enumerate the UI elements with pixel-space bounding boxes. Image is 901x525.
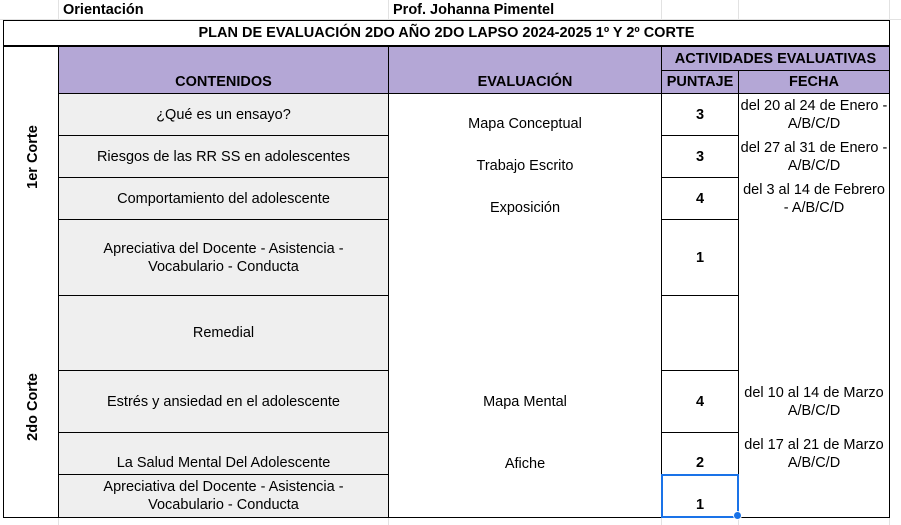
fecha-cell[interactable]: del 3 al 14 de Febrero - A/B/C/D	[743, 181, 885, 216]
puntaje-cell[interactable]: 4	[661, 177, 739, 220]
plan-title[interactable]: PLAN DE EVALUACIÓN 2DO AÑO 2DO LAPSO 2024-2025 1º Y 2º CORTE	[3, 20, 890, 46]
evaluacion-cell[interactable]: Mapa Mental	[483, 393, 567, 410]
puntaje-cell[interactable]: 3	[661, 93, 739, 136]
fecha-cell[interactable]: del 17 al 21 de Marzo A/B/C/D	[744, 436, 884, 471]
evaluacion-cell[interactable]: Afiche	[504, 456, 546, 472]
evaluacion-cell[interactable]	[389, 296, 661, 370]
corte-2-label[interactable]: 2do Corte	[25, 373, 42, 441]
teacher-label[interactable]: Prof. Johanna Pimentel	[393, 2, 555, 18]
contenido-cell[interactable]: Apreciativa del Docente - Asistencia - Vocabulario - Conducta	[58, 474, 389, 518]
header-fecha[interactable]: FECHA	[738, 70, 890, 94]
orientacion-label[interactable]: Orientación	[63, 2, 144, 18]
puntaje-cell[interactable]: 4	[661, 370, 739, 433]
selected-puntaje-cell[interactable]: 1	[661, 474, 739, 518]
puntaje-cell[interactable]: 3	[661, 135, 739, 178]
header-contenidos[interactable]: CONTENIDOS	[58, 46, 389, 94]
fecha-cell[interactable]: del 10 al 14 de Marzo A/B/C/D	[744, 384, 884, 419]
contenido-cell[interactable]: Riesgos de las RR SS en adolescentes	[58, 135, 389, 178]
fill-handle-icon[interactable]	[733, 511, 742, 520]
fecha-cell[interactable]	[739, 296, 889, 370]
header-puntaje[interactable]: PUNTAJE	[661, 70, 739, 94]
evaluacion-cell[interactable]: Mapa Conceptual	[468, 116, 582, 132]
puntaje-cell[interactable]: 2	[661, 432, 739, 475]
corte-1-label[interactable]: 1er Corte	[25, 125, 42, 189]
fecha-cell[interactable]: del 20 al 24 de Enero - A/B/C/D	[740, 97, 888, 132]
contenido-cell[interactable]: Estrés y ansiedad en el adolescente	[58, 370, 389, 433]
contenido-cell[interactable]: La Salud Mental Del Adolescente	[58, 432, 389, 475]
evaluacion-cell[interactable]: Trabajo Escrito	[476, 158, 574, 174]
header-evaluacion[interactable]: EVALUACIÓN	[388, 46, 662, 94]
contenido-cell[interactable]: ¿Qué es un ensayo?	[58, 93, 389, 136]
contenido-cell[interactable]: Remedial	[58, 295, 389, 371]
puntaje-cell[interactable]	[661, 295, 739, 371]
evaluacion-cell[interactable]	[389, 220, 661, 295]
evaluacion-cell[interactable]	[389, 475, 661, 517]
puntaje-cell[interactable]: 1	[661, 219, 739, 296]
fecha-cell[interactable]	[739, 220, 889, 295]
contenido-cell[interactable]: Comportamiento del adolescente	[58, 177, 389, 220]
fecha-cell[interactable]	[739, 475, 889, 517]
contenido-cell[interactable]: Apreciativa del Docente - Asistencia - Vocabulario - Conducta	[58, 219, 389, 296]
header-actividades[interactable]: ACTIVIDADES EVALUATIVAS	[661, 46, 890, 71]
fecha-cell[interactable]: del 27 al 31 de Enero - A/B/C/D	[740, 139, 888, 174]
evaluacion-cell[interactable]: Exposición	[489, 200, 561, 216]
